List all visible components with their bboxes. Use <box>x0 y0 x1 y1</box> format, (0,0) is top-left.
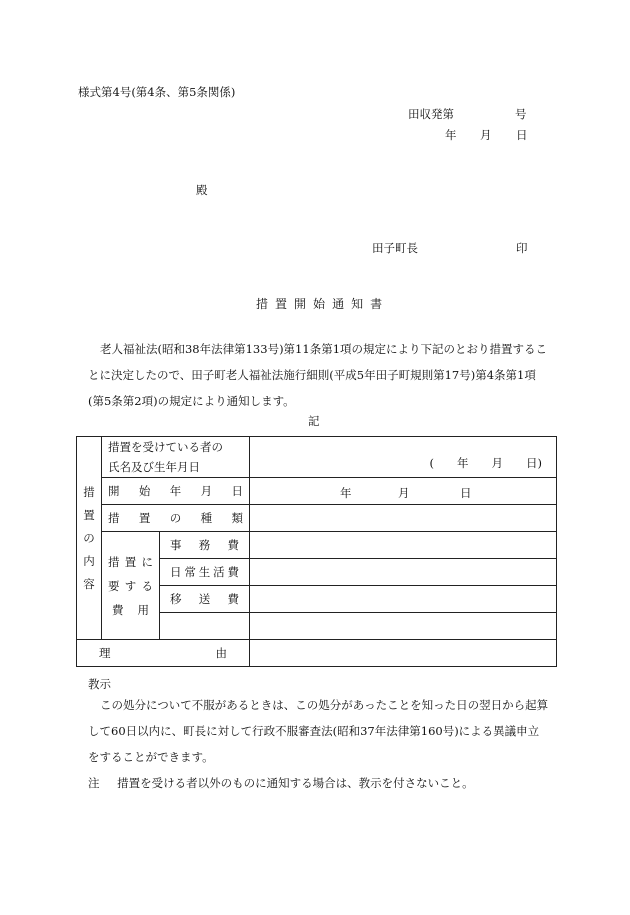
note-line <box>88 775 474 791</box>
note-label: 注 <box>88 776 100 790</box>
cost-value-blank <box>250 613 557 640</box>
cost-group-label: 措 置 に 要 す る 費 用 <box>102 532 160 640</box>
measure-type-label: 措 置 の 種 類 <box>102 505 250 532</box>
reason-label-left: 理 <box>99 646 111 660</box>
form-number: 様式第4号(第4条、第5条関係) <box>78 85 236 99</box>
addressee: 殿 <box>196 183 208 197</box>
start-date-label: 開 始 年 月 日 <box>102 478 250 505</box>
birth-date-field: ( 年 月 日) <box>429 456 542 470</box>
document-number-prefix: 田収発第 <box>408 107 454 121</box>
seal-mark: 印 <box>516 241 528 255</box>
date-year: 年 <box>445 128 457 142</box>
body-paragraph <box>88 336 550 414</box>
body-text: 老人福祉法(昭和38年法律第133号)第11条第1項の規定により下記のとおり措置することに決定したので、田子町老人福祉法施行細則(平成5年田子町規則第17号)第4条第1項(第5条第2項)の規定により通知します。 <box>88 342 548 408</box>
reason-label <box>77 640 250 667</box>
document-title: 措 置 開 始 通 知 書 <box>256 297 390 311</box>
cost-value-transport <box>250 586 557 613</box>
measure-type-value <box>250 505 557 532</box>
sender-title: 田子町長 <box>372 241 418 255</box>
notice-text: この処分について不服があるときは、この処分があったことを知った日の翌日から起算して60日以内に、町長に対して行政不服審査法(昭和37年法律第160号)による異議申立をすることができます。 <box>88 698 549 764</box>
start-date-value <box>250 478 557 505</box>
notice-paragraph <box>88 692 550 770</box>
document-number-suffix: 号 <box>515 107 527 121</box>
issue-date <box>445 127 528 143</box>
measures-side-label: 措 置 の 内 容 <box>77 437 102 640</box>
start-day: 日 <box>460 486 472 500</box>
reason-label-right: 由 <box>215 646 227 660</box>
start-month: 月 <box>398 486 410 500</box>
name-birth-label: 措置を受けている者の 氏名及び生年月日 <box>102 437 250 478</box>
cost-item-living: 日 常 生 活 費 <box>160 559 250 586</box>
reason-value <box>250 640 557 667</box>
start-year: 年 <box>340 486 352 500</box>
cost-item-office: 事 務 費 <box>160 532 250 559</box>
ki-label: 記 <box>308 414 320 428</box>
date-month: 月 <box>480 128 492 142</box>
note-text: 措置を受ける者以外のものに通知する場合は、教示を付さないこと。 <box>117 776 474 790</box>
sender <box>372 240 528 256</box>
measures-table <box>76 436 557 667</box>
date-day: 日 <box>516 128 528 142</box>
document-number <box>408 106 527 122</box>
name-birth-value <box>250 437 557 478</box>
cost-value-office <box>250 532 557 559</box>
notice-heading: 教示 <box>88 677 111 691</box>
cost-item-blank <box>160 613 250 640</box>
cost-item-transport: 移 送 費 <box>160 586 250 613</box>
cost-value-living <box>250 559 557 586</box>
